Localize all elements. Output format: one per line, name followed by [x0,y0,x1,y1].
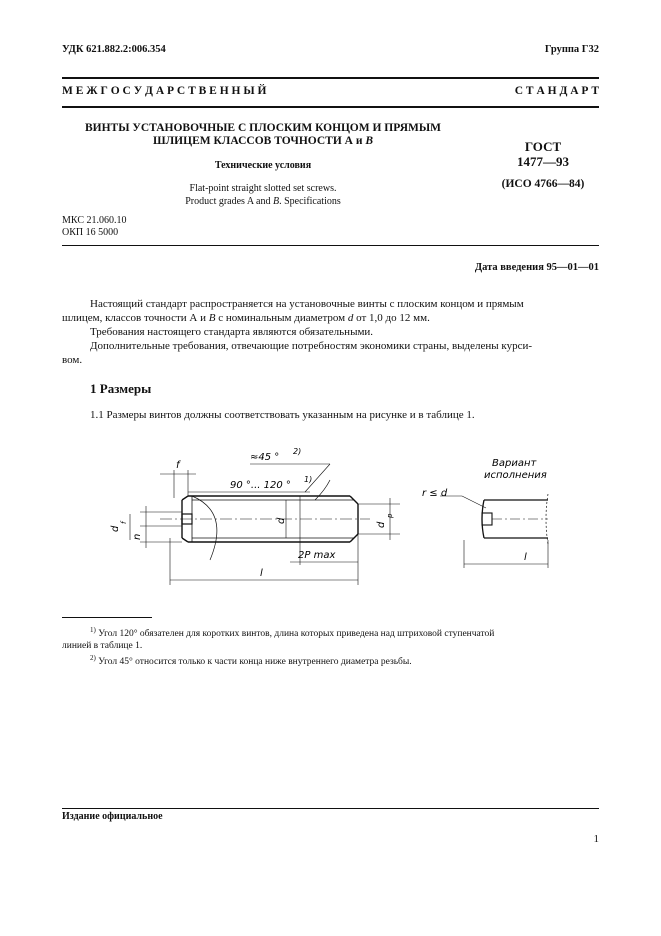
title-line-2: ШЛИЦЕМ КЛАССОВ ТОЧНОСТИ А и В [152,135,374,147]
label-l-variant: l [524,552,527,563]
banner-rule [62,106,599,108]
label-variant-2: исполнения [484,470,547,481]
footnote-rule [62,617,152,618]
footnote-1: $^{1)}$ Угол 120° обязателен для коротких винтов, длина которых приведена над штриховой ступенчатой [90,626,495,640]
paragraph-1-line-1: Настоящий стандарт распространяется на установочные винты с плоским концом и прямым [90,298,524,310]
label-angle-45-ref: 2) [293,447,302,456]
label-dp: d [376,521,387,528]
label-angle-45: ≈45 ° [250,452,280,463]
footnote-1-cont: линией в таблице 1. [62,641,143,652]
label-df: d [110,525,121,532]
banner-word-2: С Т А Н Д А Р Т [514,85,599,97]
label-n: n [132,533,143,540]
screw-body [160,496,370,542]
label-variant-1: Вариант [492,458,537,469]
label-d: d [276,517,287,524]
variant-detail [440,494,548,568]
label-angle-90-ref: 1) [304,475,313,484]
gost-label: ГОСТ 1477—93 [488,139,598,169]
classification-codes [62,215,126,238]
footnotes [62,624,599,668]
label-l: l [260,568,263,579]
mks-code: МКС 21.060.10 [62,215,127,226]
banner-word-1: М Е Ж Г О С У Д А Р С Т В Е Н Н Ы Й [62,85,267,97]
paragraph-3-line-2: вом. [62,354,83,366]
english-title: Flat-point straight slotted set screws. Product grades A and B. Specifications [185,183,341,207]
section-heading: 1 Размеры [90,381,152,396]
introduction-date: Дата введения 95—01—01 [474,262,599,273]
clause-1-1: 1.1 Размеры винтов должны соответствовать указанным на рисунке и в таблице 1. [90,409,475,421]
gost-number: 1477—93 [517,154,569,169]
label-f: f [176,460,180,471]
iso-reference: (ИСО 4766—84) [501,178,585,190]
screw-drawing [100,440,580,600]
title-rule [62,245,599,246]
title-line-1: ВИНТЫ УСТАНОВОЧНЫЕ С ПЛОСКИМ КОНЦОМ И ПРЯМЫМ [84,122,442,134]
label-angle-90: 90 °... 120 ° [230,480,291,491]
paragraph-2: Требования настоящего стандарта являются обязательными. [90,326,374,338]
group-code: Группа Г32 [544,44,599,55]
label-df-sub: f [120,521,128,524]
label-r-le-d: r ≤ d [422,488,448,499]
paragraph-1-line-2: шлицем, классов точности А и В с номинальным диаметром d от 1,0 до 12 мм. [62,312,430,324]
label-2p-max: 2P max [298,550,336,561]
okp-code: ОКП 16 5000 [62,226,119,238]
footer-rule [62,808,599,809]
page-number: 1 [593,833,599,845]
udk-code: УДК 621.882.2:006.354 [62,44,166,55]
body-text [62,297,599,367]
subtitle: Технические условия [214,160,312,171]
footnote-2: $^{2)}$ Угол 45° относится только к части конца ниже внутреннего диаметра резьбы. [90,654,412,668]
label-dp-sub: p [386,513,394,518]
top-rule [62,77,599,79]
official-edition: Издание официальное [62,811,163,822]
document-title [62,122,464,148]
paragraph-3-line-1: Дополнительные требования, отвечающие потребностям экономики страны, выделены курси- [90,340,533,352]
